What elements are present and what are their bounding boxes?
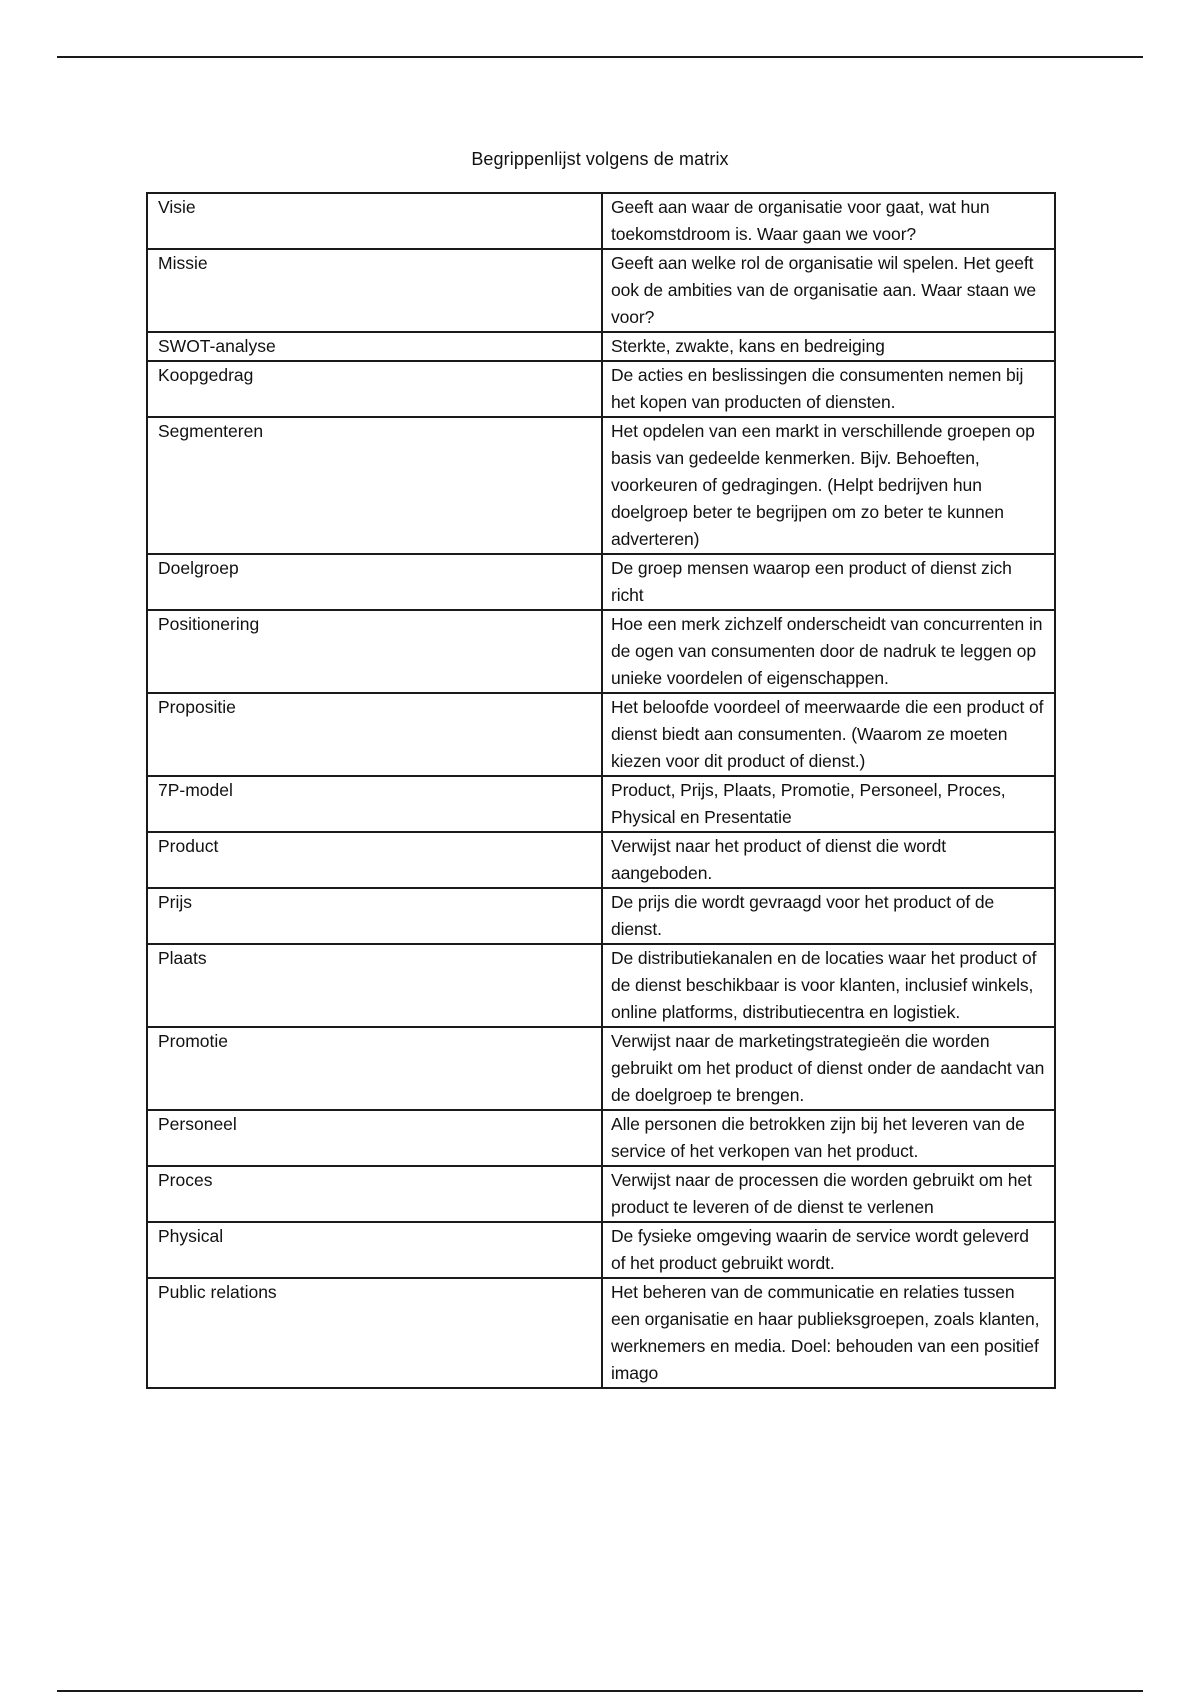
term-cell: Propositie bbox=[147, 693, 602, 776]
glossary-row bbox=[147, 944, 1055, 1027]
term-cell: Missie bbox=[147, 249, 602, 332]
glossary-row bbox=[147, 1278, 1055, 1388]
glossary-row bbox=[147, 1222, 1055, 1278]
glossary-row bbox=[147, 193, 1055, 249]
term-cell: Segmenteren bbox=[147, 417, 602, 554]
definition-cell: Het beloofde voordeel of meerwaarde die een product of dienst biedt aan consumenten. (Waarom ze moeten kiezen voor dit product of dienst.) bbox=[602, 693, 1055, 776]
term-cell: Positionering bbox=[147, 610, 602, 693]
term-cell: Koopgedrag bbox=[147, 361, 602, 417]
term-cell: 7P-model bbox=[147, 776, 602, 832]
footer-rule bbox=[57, 1690, 1143, 1692]
glossary-row bbox=[147, 1166, 1055, 1222]
definition-cell: Geeft aan waar de organisatie voor gaat, wat hun toekomstdroom is. Waar gaan we voor? bbox=[602, 193, 1055, 249]
definition-cell: Sterkte, zwakte, kans en bedreiging bbox=[602, 332, 1055, 361]
glossary-row bbox=[147, 1027, 1055, 1110]
definition-cell: Verwijst naar de processen die worden gebruikt om het product te leveren of de dienst te verlenen bbox=[602, 1166, 1055, 1222]
term-cell: Public relations bbox=[147, 1278, 602, 1388]
glossary-row bbox=[147, 554, 1055, 610]
term-cell: Visie bbox=[147, 193, 602, 249]
definition-cell: De fysieke omgeving waarin de service wordt geleverd of het product gebruikt wordt. bbox=[602, 1222, 1055, 1278]
glossary-row bbox=[147, 417, 1055, 554]
term-cell: SWOT-analyse bbox=[147, 332, 602, 361]
term-cell: Promotie bbox=[147, 1027, 602, 1110]
glossary-row bbox=[147, 610, 1055, 693]
definition-cell: Het beheren van de communicatie en relaties tussen een organisatie en haar publieksgroepen, zoals klanten, werknemers en media. Doel: behouden van een positief imago bbox=[602, 1278, 1055, 1388]
definition-cell: Verwijst naar de marketingstrategieën die worden gebruikt om het product of dienst onder de aandacht van de doelgroep te brengen. bbox=[602, 1027, 1055, 1110]
term-cell: Proces bbox=[147, 1166, 602, 1222]
glossary-row bbox=[147, 888, 1055, 944]
definition-cell: Geeft aan welke rol de organisatie wil spelen. Het geeft ook de ambities van de organisatie aan. Waar staan we voor? bbox=[602, 249, 1055, 332]
term-cell: Prijs bbox=[147, 888, 602, 944]
definition-cell: De groep mensen waarop een product of dienst zich richt bbox=[602, 554, 1055, 610]
header-rule bbox=[57, 56, 1143, 58]
glossary-table-wrapper bbox=[146, 192, 1054, 1389]
definition-cell: De prijs die wordt gevraagd voor het product of de dienst. bbox=[602, 888, 1055, 944]
glossary-table bbox=[146, 192, 1056, 1389]
definition-cell: Alle personen die betrokken zijn bij het leveren van de service of het verkopen van het product. bbox=[602, 1110, 1055, 1166]
document-title: Begrippenlijst volgens de matrix bbox=[471, 149, 729, 169]
definition-cell: Verwijst naar het product of dienst die wordt aangeboden. bbox=[602, 832, 1055, 888]
term-cell: Plaats bbox=[147, 944, 602, 1027]
definition-cell: De distributiekanalen en de locaties waar het product of de dienst beschikbaar is voor klanten, inclusief winkels, online platforms, distributiecentra en logistiek. bbox=[602, 944, 1055, 1027]
definition-cell: Het opdelen van een markt in verschillende groepen op basis van gedeelde kenmerken. Bijv. Behoeften, voorkeuren of gedragingen. (Helpt bedrijven hun doelgroep beter te begrijpen om zo beter te kunnen adverteren) bbox=[602, 417, 1055, 554]
term-cell: Doelgroep bbox=[147, 554, 602, 610]
glossary-row bbox=[147, 693, 1055, 776]
glossary-row bbox=[147, 361, 1055, 417]
glossary-row bbox=[147, 1110, 1055, 1166]
glossary-row bbox=[147, 832, 1055, 888]
definition-cell: De acties en beslissingen die consumenten nemen bij het kopen van producten of diensten. bbox=[602, 361, 1055, 417]
glossary-row bbox=[147, 776, 1055, 832]
term-cell: Product bbox=[147, 832, 602, 888]
glossary-row bbox=[147, 332, 1055, 361]
term-cell: Personeel bbox=[147, 1110, 602, 1166]
term-cell: Physical bbox=[147, 1222, 602, 1278]
definition-cell: Hoe een merk zichzelf onderscheidt van concurrenten in de ogen van consumenten door de nadruk te leggen op unieke voordelen of eigenschappen. bbox=[602, 610, 1055, 693]
glossary-row bbox=[147, 249, 1055, 332]
definition-cell: Product, Prijs, Plaats, Promotie, Personeel, Proces, Physical en Presentatie bbox=[602, 776, 1055, 832]
